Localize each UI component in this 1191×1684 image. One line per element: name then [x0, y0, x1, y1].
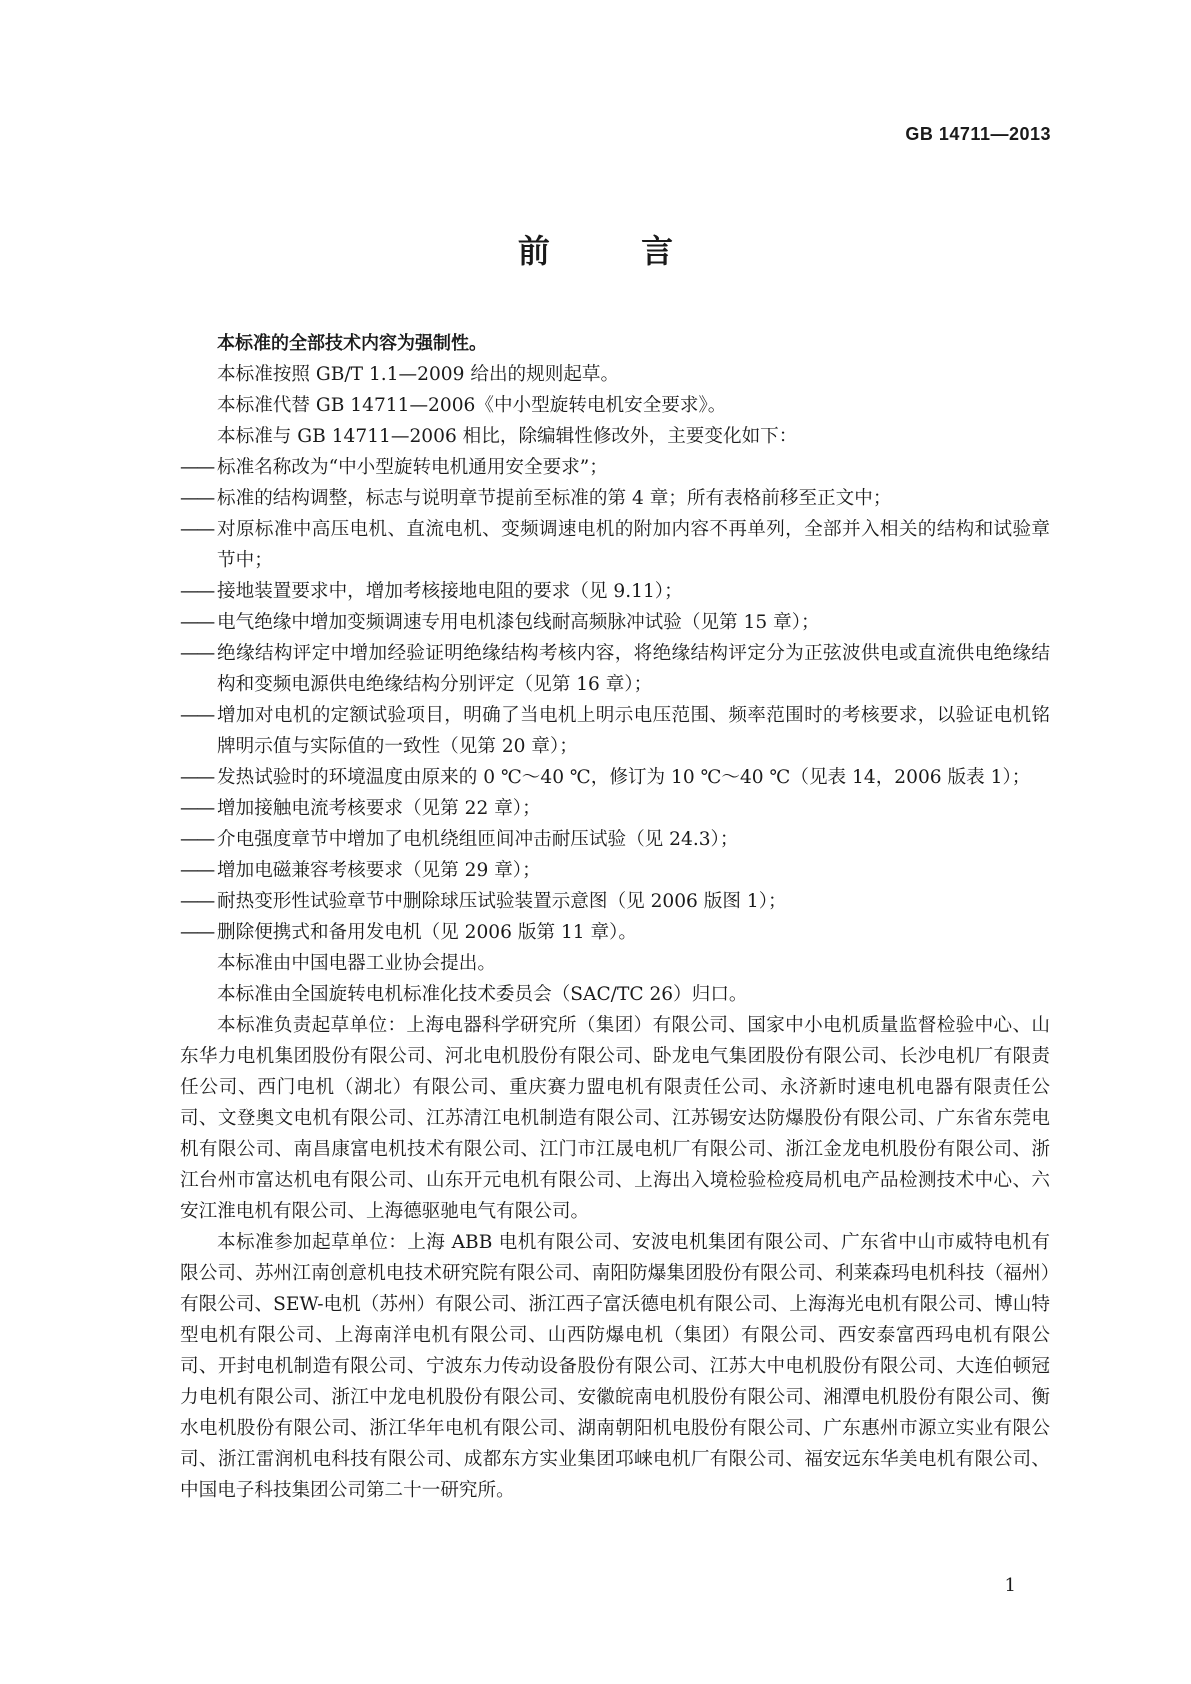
list-item: —— 发热试验时的环境温度由原来的 0 ℃～40 ℃，修订为 10 ℃～40 ℃（见表 14，2006 版表 1）；: [180, 762, 1050, 793]
foreword-body: [180, 328, 1050, 1506]
changes-intro: 本标准与 GB 14711—2006 相比，除编辑性修改外，主要变化如下：: [217, 426, 798, 447]
list-item: —— 增加电磁兼容考核要求（见第 29 章）；: [180, 855, 1050, 886]
standard-code: GB 14711—2013: [905, 124, 1051, 144]
dash-marker: ——: [180, 922, 214, 943]
list-item: —— 耐热变形性试验章节中删除球压试验装置示意图（见 2006 版图 1）；: [180, 886, 1050, 917]
list-item: —— 增加接触电流考核要求（见第 22 章）；: [180, 793, 1050, 824]
dash-marker: ——: [180, 705, 214, 726]
list-item: —— 增加对电机的定额试验项目，明确了当电机上明示电压范围、频率范围时的考核要求，以验证电机铭牌明示值与实际值的一致性（见第 20 章）；: [180, 700, 1050, 762]
main-drafting-units: 本标准负责起草单位：上海电器科学研究所（集团）有限公司、国家中小电机质量监督检验中心、山东华力电机集团股份有限公司、河北电机股份有限公司、卧龙电气集团股份有限公司、长沙电机厂有限责任公司、西门电机（湖北）有限公司、重庆赛力盟电机有限责任公司、永济新时速电机电器有限责任公司、文登奥文电机有限公司、江苏清江电机制造有限公司、江苏锡安达防爆股份有限公司、广东省东莞电机有限公司、南昌康富电机技术有限公司、江门市江晟电机厂有限公司、浙江金龙电机股份有限公司、浙江台州市富达机电有限公司、山东开元电机有限公司、上海出入境检验检疫局机电产品检测技术中心、六安江淮电机有限公司、上海德驱驰电气有限公司。: [180, 1015, 1050, 1222]
participating-drafting-units: 本标准参加起草单位：上海 ABB 电机有限公司、安波电机集团有限公司、广东省中山市威特电机有限公司、苏州江南创意机电技术研究院有限公司、南阳防爆集团股份有限公司、利莱森玛电机科技（福州）有限公司、SEW-电机（苏州）有限公司、浙江西子富沃德电机有限公司、上海海光电机有限公司、博山特型电机有限公司、上海南洋电机有限公司、山西防爆电机（集团）有限公司、西安泰富西玛电机有限公司、开封电机制造有限公司、宁波东力传动设备股份有限公司、江苏大中电机股份有限公司、大连伯顿冠力电机有限公司、浙江中龙电机股份有限公司、安徽皖南电机股份有限公司、湘潭电机股份有限公司、衡水电机股份有限公司、浙江华年电机有限公司、湖南朝阳机电股份有限公司、广东惠州市源立实业有限公司、浙江雷润机电科技有限公司、成都东方实业集团邛崃电机厂有限公司、福安远东华美电机有限公司、中国电子科技集团公司第二十一研究所。: [180, 1232, 1050, 1501]
changes-list: [180, 452, 1050, 948]
page-title: 前 言: [517, 232, 714, 270]
proposed-by: 本标准由中国电器工业协会提出。: [217, 953, 496, 974]
dash-marker: ——: [180, 798, 214, 819]
list-item: —— 标准名称改为“中小型旋转电机通用安全要求”；: [180, 452, 1050, 483]
dash-marker: ——: [180, 612, 214, 633]
mandatory-statement: 本标准的全部技术内容为强制性。: [217, 333, 487, 354]
dash-marker: ——: [180, 829, 214, 850]
replaces-statement: 本标准代替 GB 14711—2006《中小型旋转电机安全要求》。: [217, 395, 727, 416]
dash-marker: ——: [180, 581, 214, 602]
dash-marker: ——: [180, 457, 214, 478]
list-item: —— 介电强度章节中增加了电机绕组匝间冲击耐压试验（见 24.3）；: [180, 824, 1050, 855]
centralized-by: 本标准由全国旋转电机标准化技术委员会（SAC/TC 26）归口。: [217, 984, 748, 1005]
dash-marker: ——: [180, 767, 214, 788]
drafting-rules-statement: 本标准按照 GB/T 1.1—2009 给出的规则起草。: [217, 364, 620, 385]
dash-marker: ——: [180, 643, 214, 664]
list-item: —— 对原标准中高压电机、直流电机、变频调速电机的附加内容不再单列，全部并入相关的结构和试验章节中；: [180, 514, 1050, 576]
list-item: —— 绝缘结构评定中增加经验证明绝缘结构考核内容，将绝缘结构评定分为正弦波供电或直流供电绝缘结构和变频电源供电绝缘结构分别评定（见第 16 章）；: [180, 638, 1050, 700]
list-item: —— 接地装置要求中，增加考核接地电阻的要求（见 9.11）；: [180, 576, 1050, 607]
dash-marker: ——: [180, 891, 214, 912]
dash-marker: ——: [180, 519, 214, 540]
list-item: —— 删除便携式和备用发电机（见 2006 版第 11 章）。: [180, 917, 1050, 948]
dash-marker: ——: [180, 488, 214, 509]
page-number: 1: [1004, 1575, 1016, 1596]
list-item: —— 电气绝缘中增加变频调速专用电机漆包线耐高频脉冲试验（见第 15 章）；: [180, 607, 1050, 638]
list-item: —— 标准的结构调整，标志与说明章节提前至标准的第 4 章；所有表格前移至正文中；: [180, 483, 1050, 514]
dash-marker: ——: [180, 860, 214, 881]
